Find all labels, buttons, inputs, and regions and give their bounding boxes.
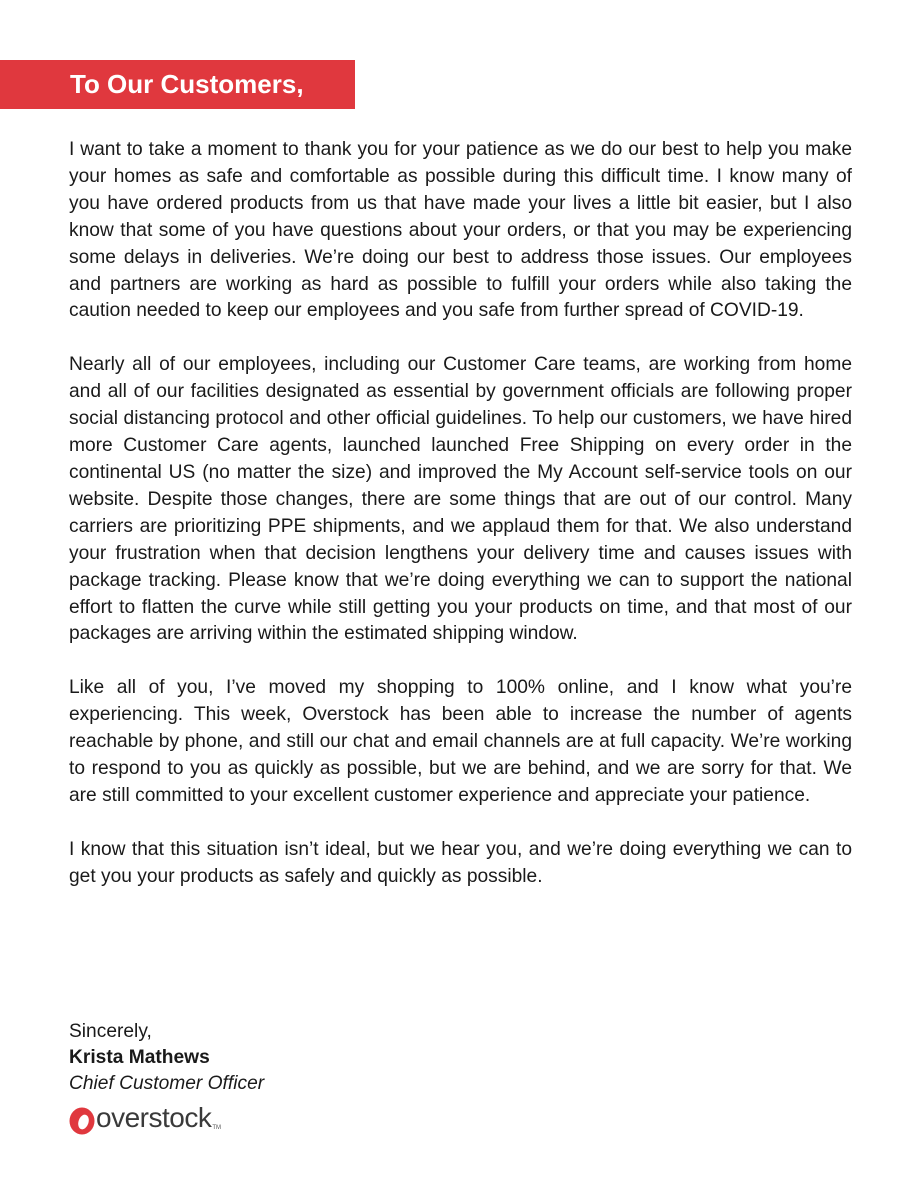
letter-paragraph: I know that this situation isn’t ideal, but we hear you, and we’re doing everything we can to get you your products as safely and quickly as possible. [69, 838, 852, 887]
overstock-logo-icon [69, 1106, 95, 1135]
header-banner [0, 60, 355, 109]
page-title: To Our Customers, [70, 69, 304, 99]
signer-name: Krista Mathews [69, 1047, 210, 1068]
signoff-block [69, 1019, 264, 1097]
letter-paragraph: Like all of you, I’ve moved my shopping to 100% online, and I know what you’re experiencing. This week, Overstock has been able to increase the number of agents reachable by phone, and still our chat and email channels are at full capacity. We’re working to respond to you as quickly as possible, but we are behind, and we are sorry for that. We are still committed to your excellent customer experience and appreciate your patience. [69, 677, 852, 806]
logo-wordmark: overstock [96, 1102, 212, 1133]
closing-line: Sincerely, [69, 1021, 152, 1042]
letter-paragraph: I want to take a moment to thank you for your patience as we do our best to help you make your homes as safe and comfortable as possible during this difficult time. I know many of you have ordered products from us that have made your lives a little bit easier, but I also know that some of you have questions about your orders, or that you may be experiencing some delays in deliveries. We’re doing our best to address those issues. Our employees and partners are working as hard as possible to fulfill your orders while also taking the caution needed to keep our employees and you safe from further spread of COVID-19. [69, 139, 852, 322]
letter-body [69, 137, 852, 891]
letter-paragraph: Nearly all of our employees, including our Customer Care teams, are working from home and all of our facilities designated as essential by government officials are following proper social distancing protocol and other official guidelines. To help our customers, we have hired more Customer Care agents, launched launched Free Shipping on every order in the continental US (no matter the size) and improved the My Account self-service tools on our website. Despite those changes, there are some things that are out of our control. Many carriers are prioritizing PPE shipments, and we applaud them for that. We also understand your frustration when that decision lengthens your delivery time and causes issues with package tracking. Please know that we’re doing everything we can to support the national effort to flatten the curve while still getting you your products on time, and that most of our packages are arriving within the estimated shipping window. [69, 354, 852, 645]
signer-title: Chief Customer Officer [69, 1073, 265, 1094]
trademark-mark: TM [212, 1125, 221, 1131]
overstock-logo [69, 1104, 221, 1136]
